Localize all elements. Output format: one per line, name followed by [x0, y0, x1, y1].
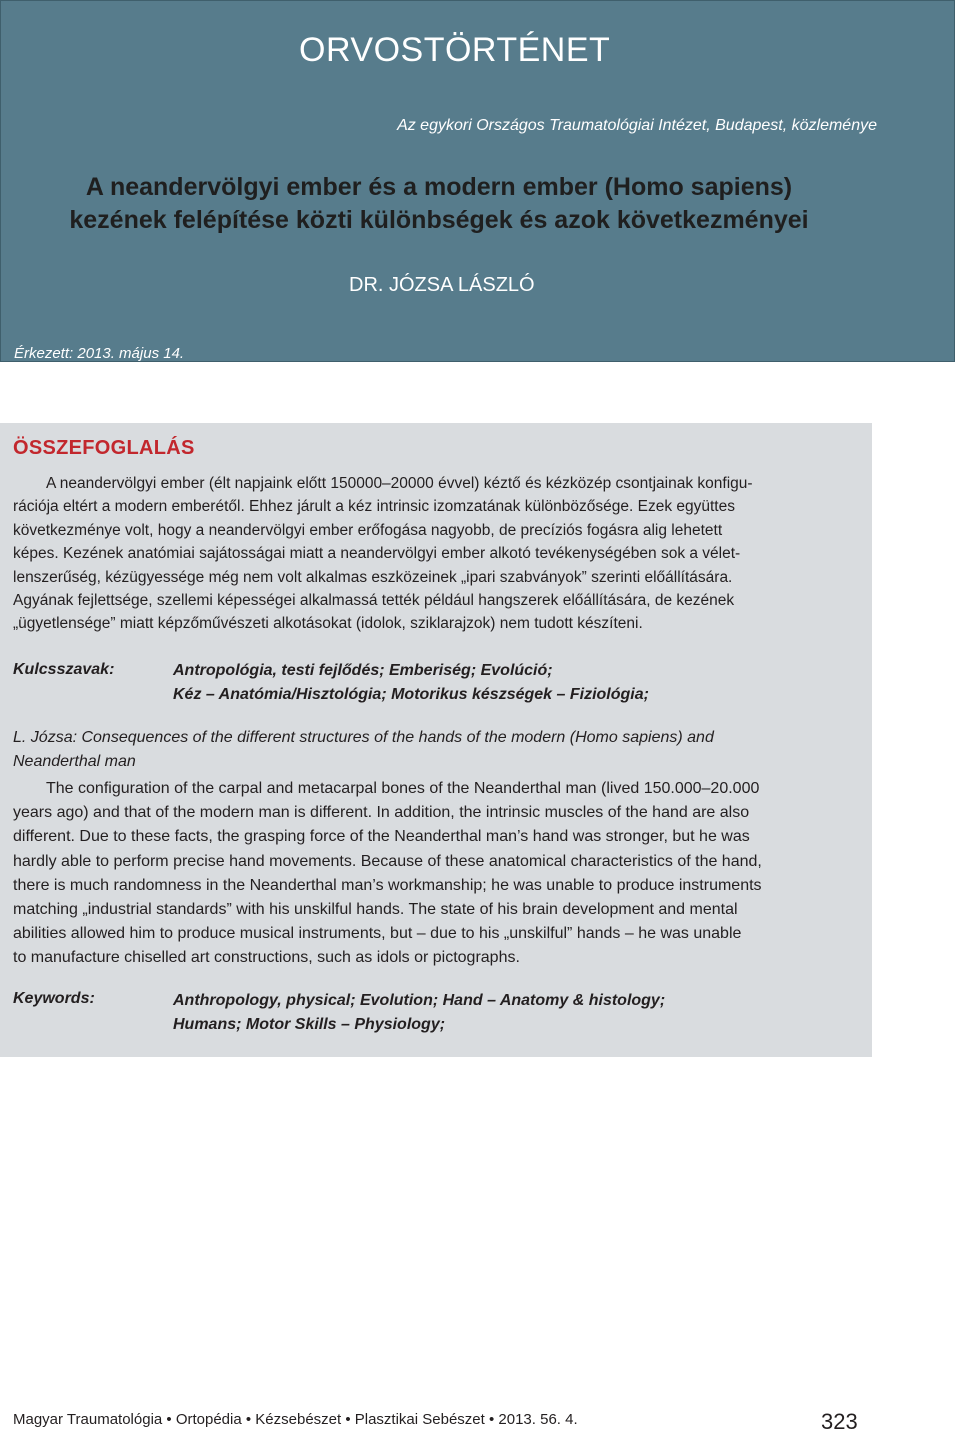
- english-title-line: L. Józsa: Consequences of the different structures of the hands of the modern (Homo sapiens) and: [13, 729, 714, 746]
- abstract-line: A neandervölgyi ember (élt napjaink előtt 150000–20000 évvel) kéztő és kézközép csontjainak konfigu-: [46, 475, 753, 492]
- received-date: Érkezett: 2013. május 14.: [14, 345, 185, 362]
- article-title-line: kezének felépítése közti különbségek és azok következményei: [69, 206, 809, 234]
- abstract-line: hardly able to perform precise hand movements. Because of these anatomical characteristics of the hand,: [13, 852, 762, 870]
- abstract-line: Agyának fejlettsége, szellemi képességei alkalmassá tették például hangszerek előállítására, de kezének: [13, 592, 735, 610]
- abstract-line: következménye volt, hogy a neandervölgyi ember erőfogása nagyobb, de precíziós fogásra alig lehetett: [13, 521, 723, 539]
- abstract-line: there is much randomness in the Neanderthal man’s workmanship; he was unable to produce instruments: [13, 876, 762, 894]
- abstract-line: matching „industrial standards” with his unskilful hands. The state of his brain development and mental: [13, 901, 738, 919]
- journal-footer: Magyar Traumatológia • Ortopédia • Kézsebészet • Plasztikai Sebészet • 2013. 56. 4.: [13, 1411, 578, 1428]
- hungarian-abstract: [13, 472, 859, 636]
- article-title-line: A neandervölgyi ember és a modern ember (Homo sapiens): [85, 173, 793, 201]
- keywords-label-en: Keywords:: [13, 990, 95, 1007]
- abstract-line: lenszerűség, kézügyessége még nem volt alkalmas eszközeinek „ipari szabványok” szerinti előállítására.: [13, 568, 733, 586]
- abstract-line: to manufacture chiselled art constructions, such as idols or pictographs.: [13, 949, 520, 967]
- english-title: [13, 726, 859, 774]
- abstract-line: abilities allowed him to produce musical instruments, but – due to his „unskilful” hands – he was unable: [13, 925, 742, 943]
- english-title-line: Neanderthal man: [13, 753, 136, 770]
- section-title: ORVOSTÖRTÉNET: [299, 31, 611, 69]
- keywords-line: Anthropology, physical; Evolution; Hand – Anatomy & histology;: [173, 992, 666, 1009]
- keywords-line: Kéz – Anatómia/Hisztológia; Motorikus készségek – Fiziológia;: [173, 686, 649, 703]
- keywords-line: Antropológia, testi fejlődés; Emberiség; Evolúció;: [173, 662, 553, 679]
- abstract-line: rációja eltért a modern emberétől. Ehhez járult a kéz intrinsic izomzatának különbözősége. Ezek együttes: [13, 498, 735, 516]
- article-header: [0, 0, 955, 362]
- english-abstract: [13, 777, 859, 971]
- keywords-en: [173, 989, 665, 1037]
- abstract-line: different. Due to these facts, the grasping force of the Neanderthal man’s hand was stronger, but he was: [13, 828, 750, 846]
- page-number: 323: [821, 1409, 858, 1434]
- abstract-line: képes. Kezének anatómiai sajátosságai miatt a neandervölgyi ember alkotó tevékenységében sok a vélet-: [13, 545, 741, 563]
- keywords-line: Humans; Motor Skills – Physiology;: [173, 1016, 446, 1033]
- keywords-label-hu: Kulcsszavak:: [13, 661, 115, 678]
- keywords-hu: [173, 659, 649, 707]
- article-title: [1, 171, 877, 237]
- abstract-line: The configuration of the carpal and metacarpal bones of the Neanderthal man (lived 150.000–20.000: [46, 780, 760, 797]
- abstract-box: [0, 423, 872, 1057]
- abstract-line: „ügyetlensége” miatt képzőművészeti alkotásokat (idolok, sziklarajzok) nem tudott készíteni.: [13, 615, 643, 633]
- institution-line: Az egykori Országos Traumatológiai Intézet, Budapest, közleménye: [397, 117, 877, 134]
- author-name: DR. JÓZSA LÁSZLÓ: [349, 274, 535, 296]
- summary-heading: ÖSSZEFOGLALÁS: [13, 437, 195, 459]
- abstract-line: years ago) and that of the modern man is different. In addition, the intrinsic muscles of the hand are also: [13, 804, 750, 822]
